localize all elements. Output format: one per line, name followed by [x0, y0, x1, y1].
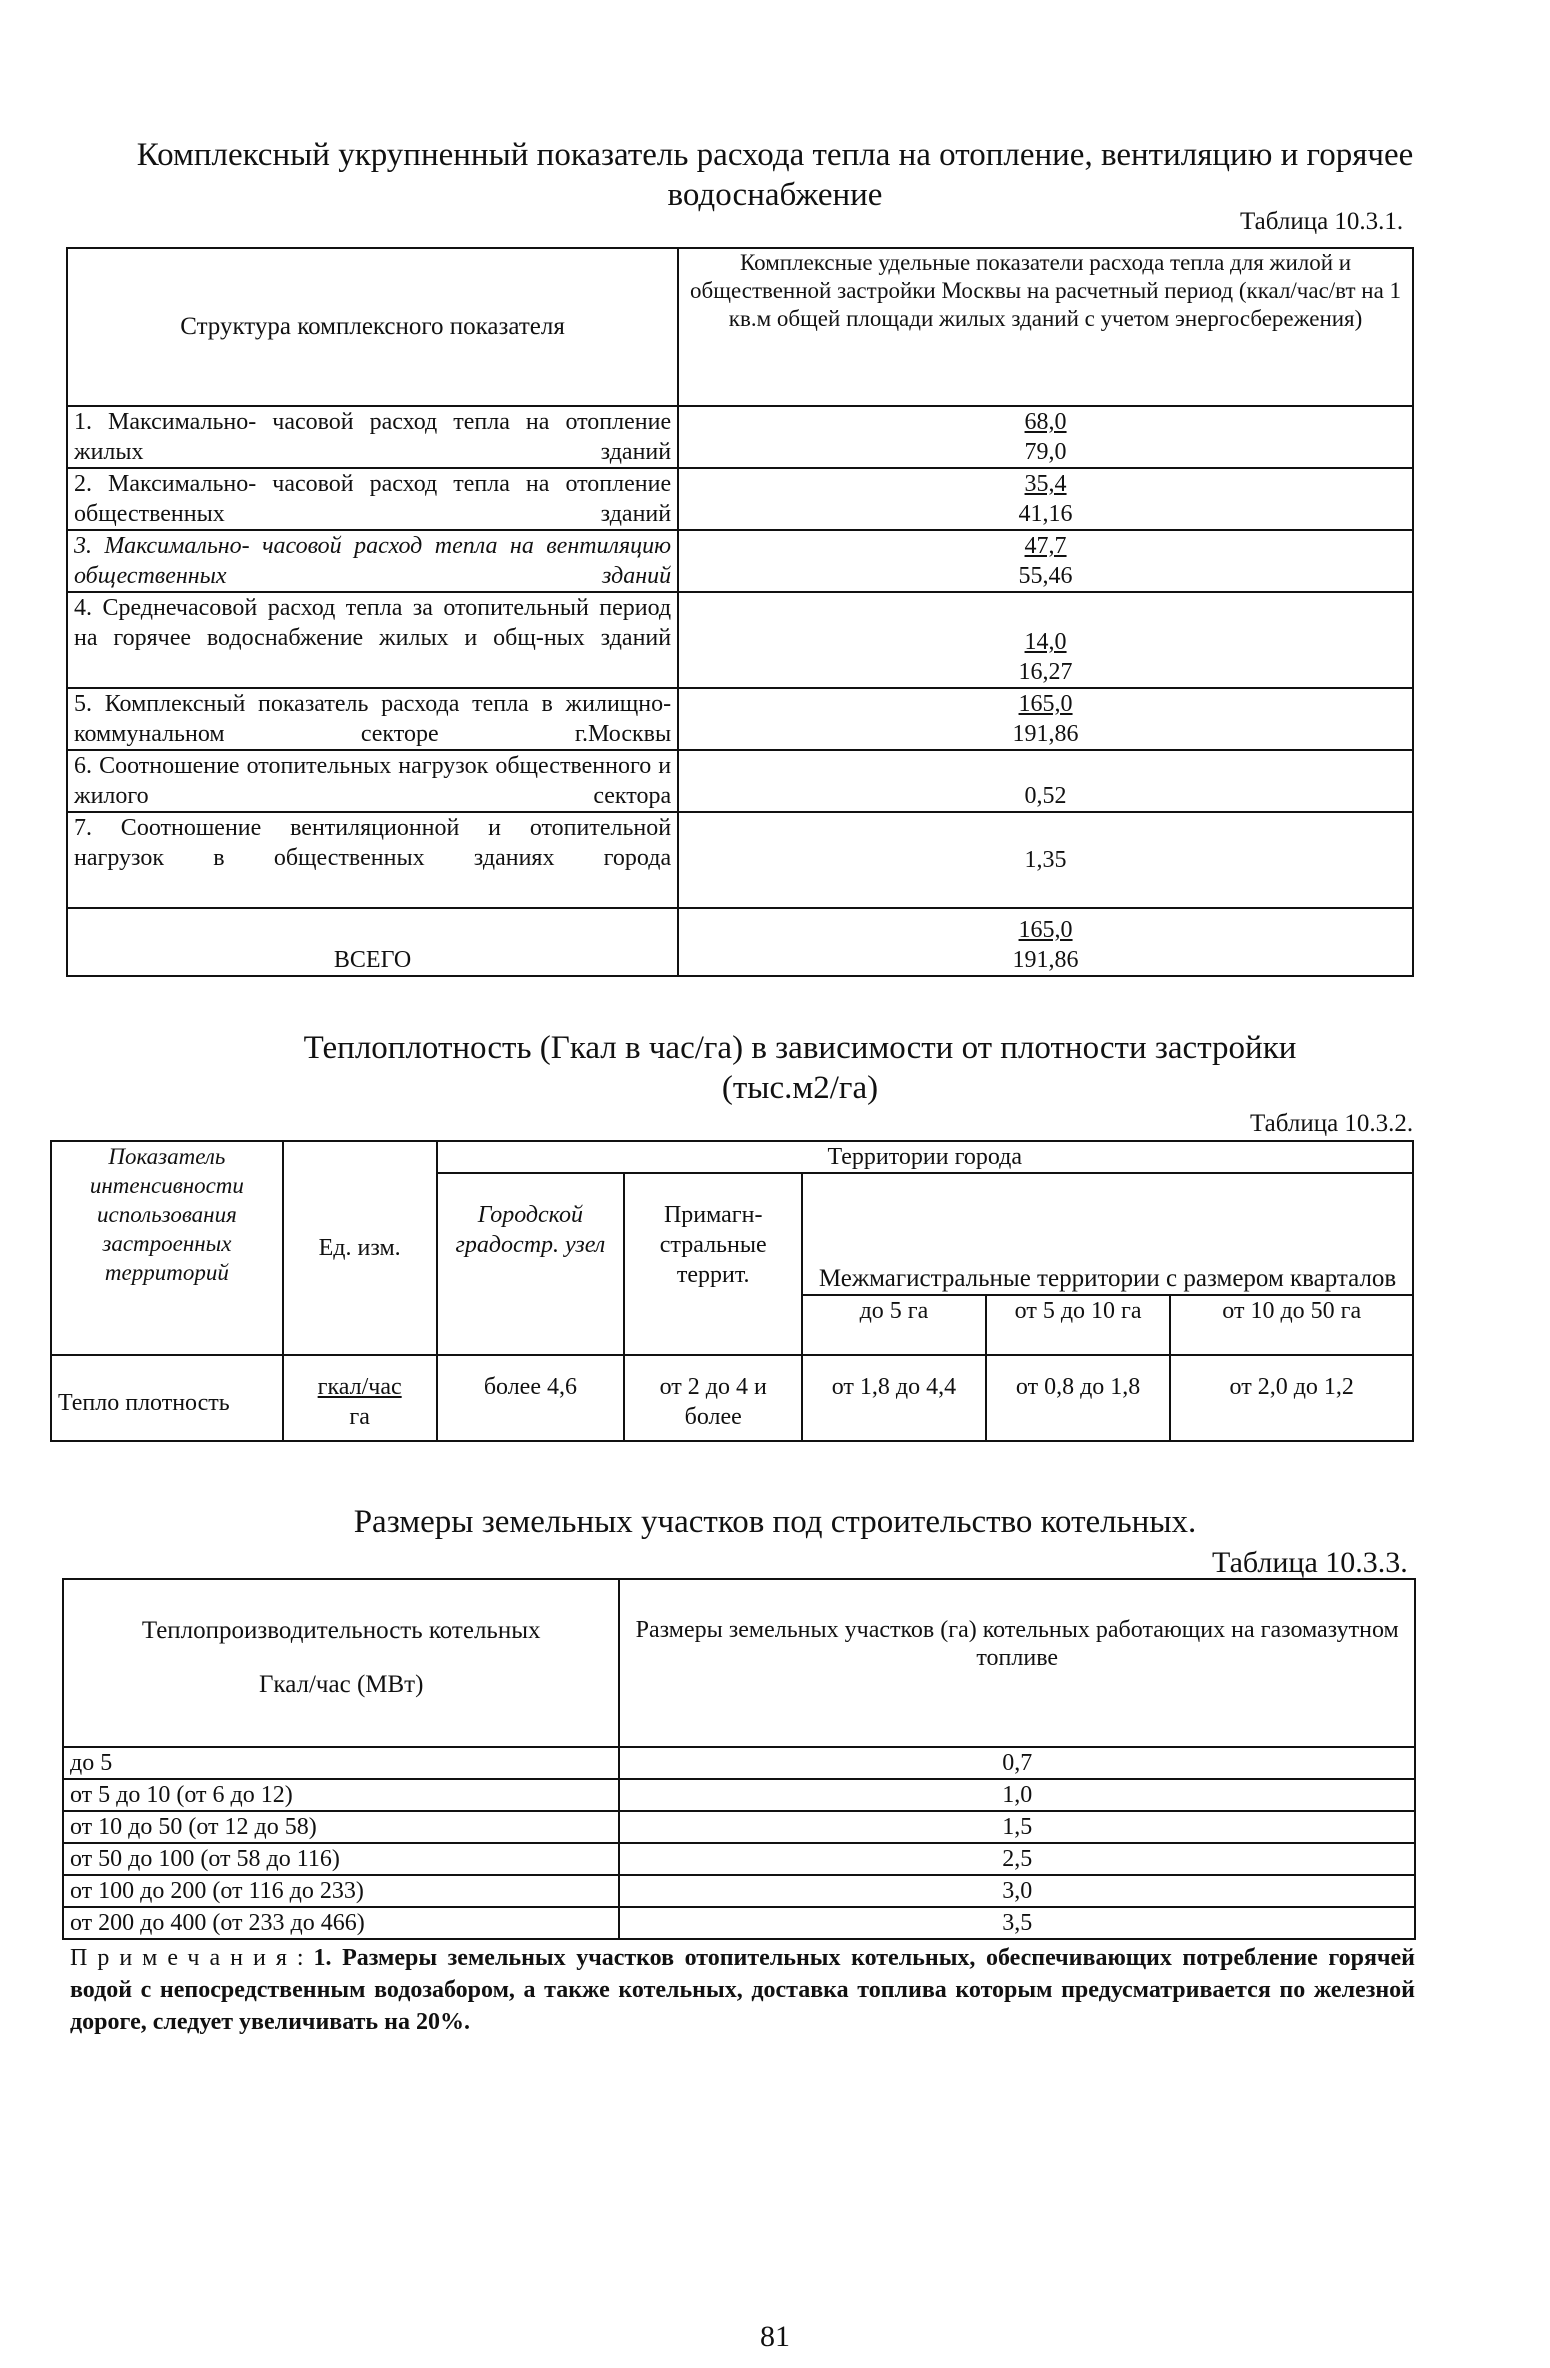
- t1-row-value-2: 191,86: [1012, 721, 1079, 747]
- t3-row-value: 2,5: [619, 1843, 1415, 1875]
- table-row: [67, 592, 1413, 688]
- t2-header-trunk: Примагн-стральные террит.: [624, 1173, 802, 1355]
- t2-header-q3: от 10 до 50 га: [1170, 1295, 1413, 1355]
- t3-row-value: 1,0: [619, 1779, 1415, 1811]
- table2-label: Таблица 10.3.2.: [1250, 1110, 1414, 1137]
- t1-row-value-1: 14,0: [1024, 629, 1067, 655]
- t2-cell-q3: от 2,0 до 1,2: [1170, 1355, 1413, 1441]
- t2-cell-city: более 4,6: [437, 1355, 625, 1441]
- t2-row-unit-1: гкал/час: [317, 1374, 402, 1400]
- footnote-text: 1. Размеры земельных участков отопительных котельных, обеспечивающих потребление горячей водой с непосредственным водозабором, а также котельных, доставка топлива которым предусматривается по железной дороге, следует увеличивать на 20%.: [70, 1945, 1415, 2035]
- table-row: [63, 1907, 1415, 1939]
- t1-row-value-1: 47,7: [1024, 533, 1067, 559]
- table-row: [63, 1779, 1415, 1811]
- t1-header-values: Комплексные удельные показатели расхода тепла для жилой и общественной застройки Москвы на расчетный период (ккал/час/вт на 1 кв.м общей площади жилых зданий с учетом энергосбережения): [678, 248, 1413, 406]
- t3-row-value: 3,0: [619, 1875, 1415, 1907]
- t1-row-label: 2. Максимально- часовой расход тепла на отопление общественных зданий: [67, 468, 678, 530]
- t2-cell-q1: от 1,8 до 4,4: [802, 1355, 986, 1441]
- t3-row-label: до 5: [63, 1747, 619, 1779]
- t2-cell-q2: от 0,8 до 1,8: [986, 1355, 1171, 1441]
- title-boiler-plots: Размеры земельных участков под строительство котельных.: [353, 1504, 1197, 1540]
- t3-header-capacity: [63, 1579, 619, 1747]
- t1-row-label: 1. Максимально- часовой расход тепла на отопление жилых зданий: [67, 406, 678, 468]
- t1-header-structure: Структура комплексного показателя: [67, 248, 678, 406]
- t1-row-label: 7. Соотношение вентиляционной и отопительной нагрузок в общественных зданиях города: [67, 812, 678, 908]
- t3-header-capacity-line2: Гкал/час (МВт): [258, 1671, 424, 1698]
- table-row: [63, 1747, 1415, 1779]
- page-number: 81: [760, 2320, 790, 2353]
- title-heat-indicator: Комплексный укрупненный показатель расхода тепла на отопление, вентиляцию и горячее водоснабжение: [136, 137, 1414, 213]
- table-row: [63, 1811, 1415, 1843]
- table-row: [67, 468, 1413, 530]
- t2-header-unit: Ед. изм.: [283, 1141, 437, 1355]
- t2-header-indicator: Показатель интенсивности использования застроенных территорий: [51, 1141, 283, 1355]
- t3-row-label: от 5 до 10 (от 6 до 12): [63, 1779, 619, 1811]
- t3-row-value: 1,5: [619, 1811, 1415, 1843]
- t3-row-label: от 100 до 200 (от 116 до 233): [63, 1875, 619, 1907]
- table-row-total: [67, 908, 1413, 976]
- footnote: [70, 1942, 1415, 2038]
- t2-header-inter: Межмагистральные территории с размером кварталов: [802, 1173, 1413, 1295]
- table-row: [63, 1843, 1415, 1875]
- table-row: [51, 1355, 1413, 1441]
- table-row: [63, 1875, 1415, 1907]
- table-heat-indicators: [66, 247, 1414, 977]
- t1-row-value-1: 1,35: [1024, 847, 1067, 873]
- t1-row-value-2: 79,0: [1024, 439, 1067, 465]
- t2-header-city: Городской градостр. узел: [437, 1173, 625, 1355]
- t1-row-value-2: 55,46: [1018, 563, 1073, 589]
- table-row: [67, 406, 1413, 468]
- t3-header-sizes: Размеры земельных участков (га) котельных работающих на газомазутном топливе: [619, 1579, 1415, 1747]
- t3-row-value: 3,5: [619, 1907, 1415, 1939]
- table-row: [67, 688, 1413, 750]
- t3-row-label: от 50 до 100 (от 58 до 116): [63, 1843, 619, 1875]
- table-boiler-plots: [62, 1578, 1416, 1940]
- t1-row-label: 5. Комплексный показатель расхода тепла в жилищно-коммунальном секторе г.Москвы: [67, 688, 678, 750]
- t1-row-label: 4. Среднечасовой расход тепла за отопительный период на горячее водоснабжение жилых и общ-ных зданий: [67, 592, 678, 688]
- t2-row-label: Тепло плотность: [51, 1355, 283, 1441]
- t2-cell-trunk: от 2 до 4 и более: [624, 1355, 802, 1441]
- table-row: [67, 750, 1413, 812]
- t2-header-q1: до 5 га: [802, 1295, 986, 1355]
- t3-row-label: от 200 до 400 (от 233 до 466): [63, 1907, 619, 1939]
- table-heat-density: [50, 1140, 1414, 1442]
- t1-row-value-1: 68,0: [1024, 409, 1067, 435]
- table-row: [67, 530, 1413, 592]
- t1-total-label: ВСЕГО: [67, 908, 678, 976]
- t1-row-value-1: 0,52: [1024, 783, 1067, 809]
- t3-row-value: 0,7: [619, 1747, 1415, 1779]
- t1-row-label: 6. Соотношение отопительных нагрузок общественного и жилого сектора: [67, 750, 678, 812]
- title-heat-density: Теплоплотность (Гкал в час/га) в зависимости от плотности застройки (тыс.м2/га): [303, 1030, 1297, 1106]
- t1-total-value-2: 191,86: [1012, 947, 1079, 973]
- table-row: [67, 812, 1413, 908]
- t1-row-value-1: 165,0: [1018, 691, 1073, 717]
- t1-row-value-1: 35,4: [1024, 471, 1067, 497]
- footnote-label: Примечания:: [70, 1945, 314, 1971]
- t1-total-value-1: 165,0: [1018, 917, 1073, 943]
- t3-header-capacity-line1: Теплопроизводительность котельных: [141, 1617, 541, 1644]
- t1-row-value-2: 16,27: [1018, 659, 1073, 685]
- t1-row-value-2: 41,16: [1018, 501, 1073, 527]
- t2-header-territories: Территории города: [437, 1141, 1413, 1173]
- t2-row-unit-2: га: [349, 1404, 370, 1430]
- t1-row-label: 3. Максимально- часовой расход тепла на вентиляцию общественных зданий: [67, 530, 678, 592]
- table1-label: Таблица 10.3.1.: [1240, 208, 1404, 235]
- t3-row-label: от 10 до 50 (от 12 до 58): [63, 1811, 619, 1843]
- table3-label: Таблица 10.3.3.: [1212, 1546, 1408, 1579]
- t2-header-q2: от 5 до 10 га: [986, 1295, 1171, 1355]
